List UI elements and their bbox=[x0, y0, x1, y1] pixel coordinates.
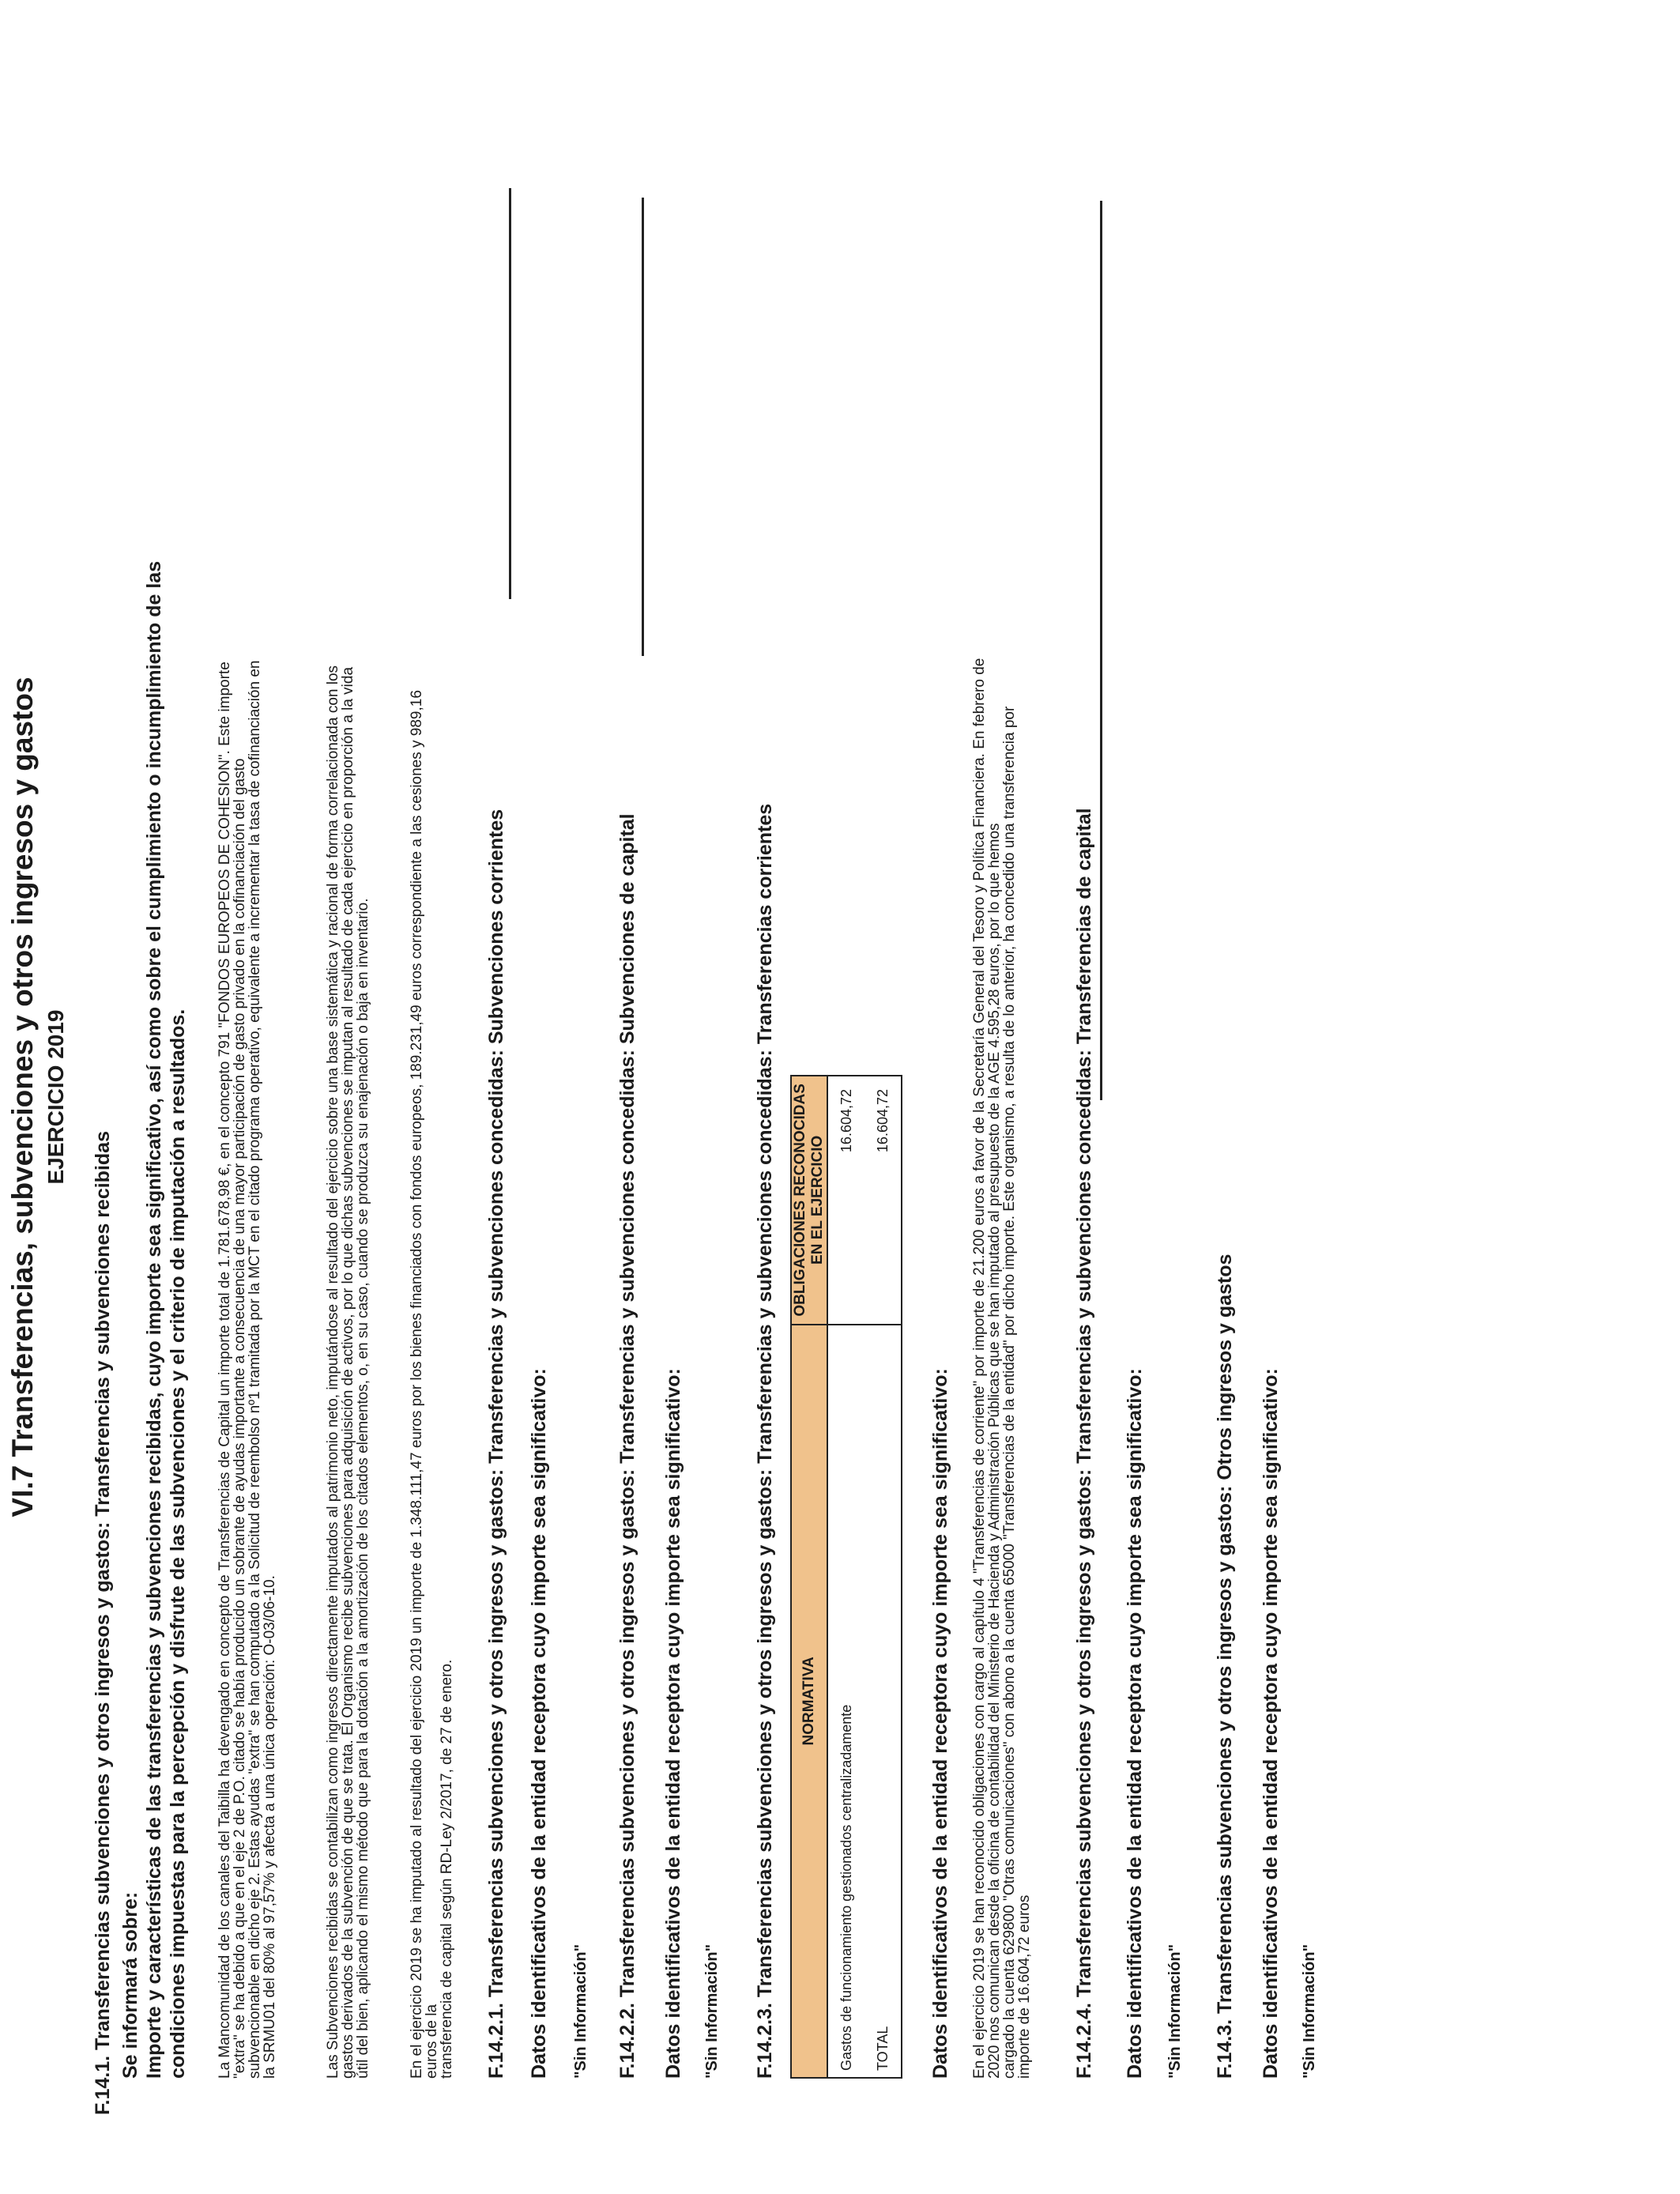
sin-informacion-f1422: "Sin Información" bbox=[703, 1943, 721, 2079]
paragraph-line: En el ejercicio 2019 se han reconocido obligaciones con cargo al capítulo 4 "Transferencias de corriente" por importe de 21.200 euros a favor de la Secretaría General del Tesoro y Política Financiera. En febrero de bbox=[971, 658, 988, 2079]
paragraph-line: la SRMU01 del 80% al 97,57% y afecta a una única operación: O-03/06-10. bbox=[262, 1575, 278, 2079]
datos-identificativos-f143: Datos identificativos de la entidad receptora cuyo importe sea significativo: bbox=[1260, 1368, 1282, 2079]
paragraph-line: La Mancomunidad de los canales del Taibilla ha devengado en concepto de Transferencias de Capital un importe total de 1.781.678,98 €, en el concepto 791 "FONDOS EUROPEOS DE COHESION". Este importe bbox=[217, 662, 233, 2079]
intro-label: Se informará sobre: bbox=[119, 1891, 141, 2079]
transferencias-corrientes-table bbox=[790, 1075, 902, 2079]
sin-informacion-f1421: "Sin Información" bbox=[572, 1943, 590, 2079]
page-title: VI.7 Transferencias, subvenciones y otros ingresos y gastos bbox=[6, 677, 39, 1517]
section-heading-f143: F.14.3. Transferencias subvenciones y otros ingresos y gastos: Otros ingresos y gastos bbox=[1214, 1253, 1236, 2079]
paragraph-line: gastos derivados de la subvención de que se trata. El Organismo recibe subvenciones para adquisición de activos, por lo que dichas subvenciones se imputan al resultado de cada ejercicio en proporción a la vida bbox=[340, 666, 356, 2079]
paragraph-line: subvencionable en dicho eje 2. Estas ayudas "extra" se han computado a la Solicitud de reembolso nº1 tramitada por la MCT en el citado programa operativo, equivalente a incrementar la tasa de cofinanciación en bbox=[247, 660, 263, 2079]
paragraph-line: importe de 16.604,72 euros bbox=[1016, 1894, 1033, 2079]
column-header-obligaciones: OBLIGACIONES RECONOCIDAS EN EL EJERCICIO bbox=[791, 1076, 827, 1325]
row-value: 16.604,72 bbox=[864, 1076, 902, 1325]
table-row bbox=[827, 1076, 864, 2078]
section-rule bbox=[1100, 201, 1102, 1100]
column-header-normativa: NORMATIVA bbox=[791, 1325, 827, 2078]
paragraph-line: 2020 nos comunican desde la oficina de contabilidad del Ministerio de Hacienda y Administración Públicas que se han imputado al presupuesto de la AGE 4.595,28 euros, por lo que hemos bbox=[986, 823, 1003, 2079]
intro-line-1: Importe y características de las transferencias y subvenciones recibidas, cuyo importe sea significativo, así como sobre el cumplimiento o incumplimiento de las bbox=[143, 560, 165, 2079]
section-heading-f141: F.14.1. Transferencias subvenciones y otros ingresos y gastos: Transferencias y subvenciones recibidas bbox=[92, 1131, 114, 2115]
paragraph-line: transferencia de capital según RD-Ley 2/2017, de 27 de enero. bbox=[439, 1659, 455, 2079]
paragraph-transferencia-tesoro bbox=[972, 658, 1032, 2079]
datos-identificativos-f1423: Datos identificativos de la entidad receptora cuyo importe sea significativo: bbox=[929, 1368, 951, 2079]
section-rule bbox=[642, 198, 644, 656]
paragraph-imputado-resultado bbox=[409, 690, 454, 2079]
sin-informacion-f1424: "Sin Información" bbox=[1166, 1943, 1184, 2079]
section-rule bbox=[509, 188, 511, 599]
datos-identificativos-f1421: Datos identificativos de la entidad receptora cuyo importe sea significativo: bbox=[528, 1368, 550, 2079]
section-heading-f1424: F.14.2.4. Transferencias subvenciones y otros ingresos y gastos: Transferencias y subvenciones concedidas: Transferencias de capital bbox=[1073, 808, 1095, 2079]
intro-line-2: condiciones impuestas para la percepción y disfrute de las subvenciones y el criterio de imputación a resultados. bbox=[167, 1008, 189, 2079]
row-label: TOTAL bbox=[864, 1325, 902, 2078]
table-row bbox=[864, 1076, 902, 2078]
paragraph-line: euros de la bbox=[424, 2004, 440, 2079]
paragraph-criterio-imputacion bbox=[326, 665, 371, 2079]
section-heading-f1421: F.14.2.1. Transferencias subvenciones y otros ingresos y gastos: Transferencias y subvenciones concedidas: Subvenciones corrientes bbox=[485, 809, 507, 2079]
section-heading-f1422: F.14.2.2. Transferencias subvenciones y otros ingresos y gastos: Transferencias y subvenciones concedidas: Subvenciones de capital bbox=[616, 813, 638, 2079]
row-value: 16.604,72 bbox=[827, 1076, 864, 1325]
paragraph-line: En el ejercicio 2019 se ha imputado al resultado del ejercicio 2019 un importe de 1.348.111,47 euros por los bienes financiados con fondos europeos, 189.231,49 euros correspondiente a las cesiones y 989,16 bbox=[409, 690, 425, 2079]
paragraph-fondos-europeos bbox=[217, 661, 277, 2079]
paragraph-line: Las Subvenciones recibidas se contabilizan como ingresos directamente imputados al patrimonio neto, imputándose al resultado del ejercicio sobre una base sistemática y racional de forma correlacionada con los bbox=[325, 665, 341, 2079]
sin-informacion-f143: "Sin Información" bbox=[1301, 1943, 1318, 2079]
datos-identificativos-f1424: Datos identificativos de la entidad receptora cuyo importe sea significativo: bbox=[1124, 1368, 1146, 2079]
section-heading-f1423: F.14.2.3. Transferencias subvenciones y otros ingresos y gastos: Transferencias y subvenciones concedidas: Transferencias corrientes bbox=[754, 803, 776, 2079]
datos-identificativos-f1422: Datos identificativos de la entidad receptora cuyo importe sea significativo: bbox=[662, 1368, 684, 2079]
table-header-row bbox=[791, 1076, 827, 2078]
paragraph-line: útil del bien, aplicando el mismo método que para la dotación a la amortización de los citados elementos, o, en su caso, cuando se produzca su enajenación o baja en inventario. bbox=[355, 898, 371, 2079]
row-label: Gastos de funcionamiento gestionados centralizadamente bbox=[827, 1325, 864, 2078]
paragraph-line: cargado la cuenta 629800 "Otras comunicaciones" con abono a la cuenta 65000 "Transferencias de la entidad" por dicho importe. Este organismo, a resulta de lo anterior, ha concedido una transferencia por bbox=[1001, 706, 1018, 2079]
page-subtitle: EJERCICIO 2019 bbox=[43, 1009, 68, 1185]
paragraph-line: "extra" se ha debido a que en el eje 2 de P.O. citado se había producido un sobrante de ayudas importante a consecuencia de una mayor participación de gasto privado en la cofinanciación del gasto bbox=[232, 758, 248, 2079]
